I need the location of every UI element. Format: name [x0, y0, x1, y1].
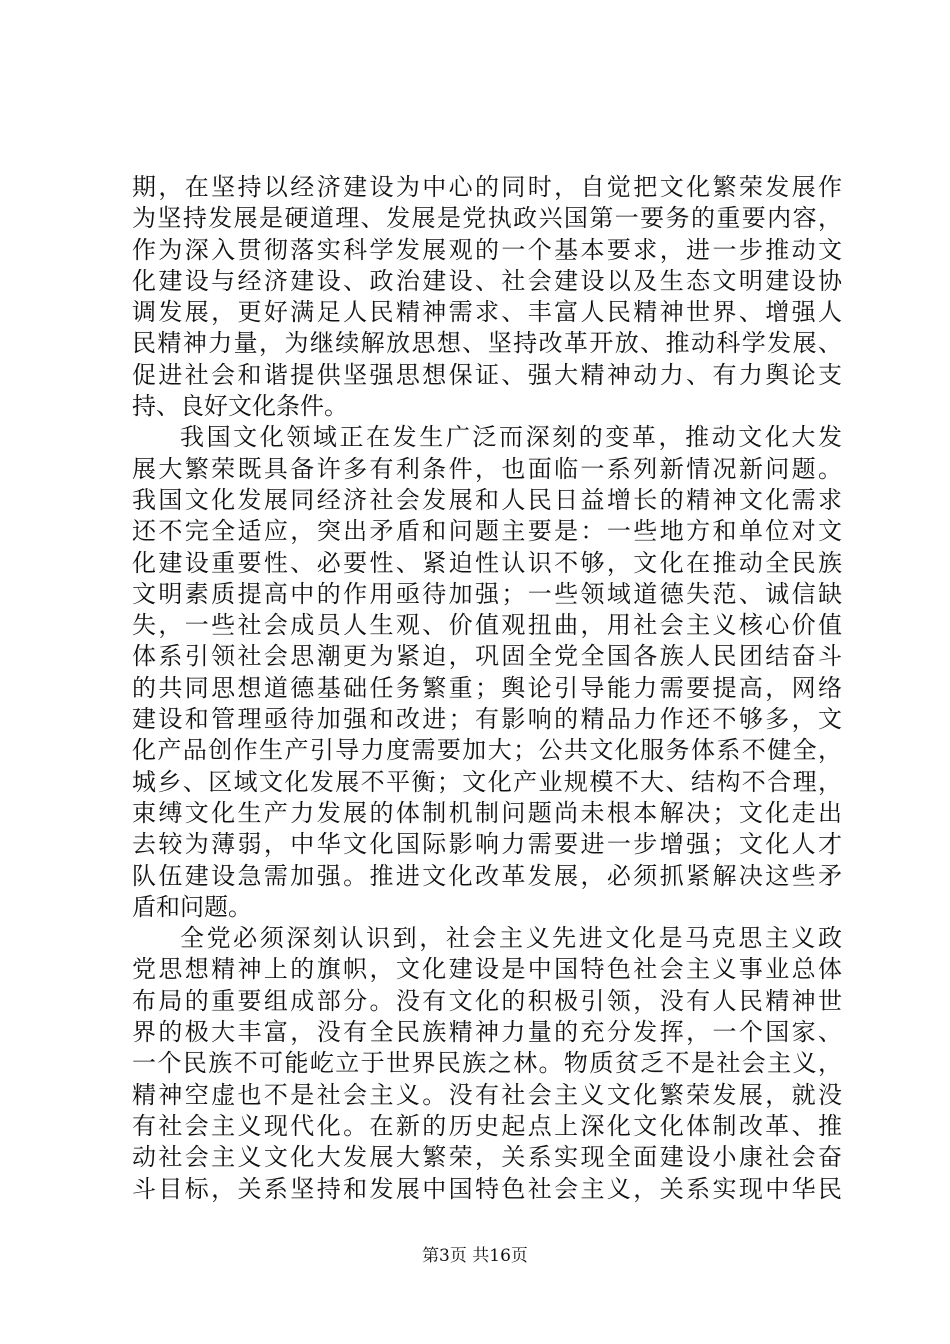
text-line: 布局的重要组成部分。没有文化的积极引领，没有人民精神世 — [132, 986, 842, 1015]
text-line: 期，在坚持以经济建设为中心的同时，自觉把文化繁荣发展作 — [132, 173, 842, 201]
text-line: 党思想精神上的旗帜，文化建设是中国特色社会主义事业总体 — [132, 955, 842, 984]
text-line: 建设和管理亟待加强和改进；有影响的精品力作还不够多，文 — [132, 705, 842, 734]
text-line: 精神空虚也不是社会主义。没有社会主义文化繁荣发展，就没 — [132, 1080, 842, 1109]
text-line: 一个民族不可能屹立于世界民族之林。物质贫乏不是社会主义， — [132, 1049, 842, 1078]
text-line: 队伍建设急需加强。推进文化改革发展，必须抓紧解决这些矛 — [132, 861, 842, 890]
text-line: 失，一些社会成员人生观、价值观扭曲，用社会主义核心价值 — [132, 611, 842, 640]
text-line: 城乡、区域文化发展不平衡；文化产业规模不大、结构不合理， — [132, 767, 842, 796]
text-line: 盾和问题。 — [132, 892, 252, 921]
text-line: 动社会主义文化大发展大繁荣，关系实现全面建设小康社会奋 — [132, 1143, 842, 1172]
text-line: 我国文化领域正在发生广泛而深刻的变革，推动文化大发 — [180, 423, 842, 452]
text-line: 全党必须深刻认识到，社会主义先进文化是马克思主义政 — [180, 924, 842, 953]
text-line: 的共同思想道德基础任务繁重；舆论引导能力需要提高，网络 — [132, 673, 842, 702]
text-line: 民精神力量，为继续解放思想、坚持改革开放、推动科学发展、 — [132, 329, 842, 358]
text-line: 化建设与经济建设、政治建设、社会建设以及生态文明建设协 — [132, 266, 842, 295]
text-line: 促进社会和谐提供坚强思想保证、强大精神动力、有力舆论支 — [132, 360, 842, 389]
text-line: 还不完全适应，突出矛盾和问题主要是：一些地方和单位对文 — [132, 517, 842, 546]
document-body — [132, 172, 842, 1205]
text-line: 调发展，更好满足人民精神需求、丰富人民精神世界、增强人 — [132, 298, 842, 327]
text-line: 持、良好文化条件。 — [132, 392, 348, 421]
text-line: 斗目标，关系坚持和发展中国特色社会主义，关系实现中华民 — [132, 1174, 842, 1203]
page-footer: 第3页 共16页 — [422, 1246, 528, 1266]
text-line: 作为深入贯彻落实科学发展观的一个基本要求，进一步推动文 — [132, 235, 842, 264]
text-line: 体系引领社会思潮更为紧迫，巩固全党全国各族人民团结奋斗 — [132, 642, 842, 671]
text-line: 我国文化发展同经济社会发展和人民日益增长的精神文化需求 — [132, 485, 842, 514]
text-line: 文明素质提高中的作用亟待加强；一些领域道德失范、诚信缺 — [132, 579, 842, 608]
text-line: 展大繁荣既具备许多有利条件，也面临一系列新情况新问题。 — [132, 454, 842, 483]
text-line: 为坚持发展是硬道理、发展是党执政兴国第一要务的重要内容， — [132, 204, 842, 233]
text-line: 界的极大丰富，没有全民族精神力量的充分发挥，一个国家、 — [132, 1018, 842, 1047]
text-line: 化产品创作生产引导力度需要加大；公共文化服务体系不健全， — [132, 736, 842, 765]
text-line: 去较为薄弱，中华文化国际影响力需要进一步增强；文化人才 — [132, 830, 842, 859]
text-line: 束缚文化生产力发展的体制机制问题尚未根本解决；文化走出 — [132, 798, 842, 827]
text-line: 有社会主义现代化。在新的历史起点上深化文化体制改革、推 — [132, 1111, 842, 1140]
text-line: 化建设重要性、必要性、紧迫性认识不够，文化在推动全民族 — [132, 548, 842, 577]
